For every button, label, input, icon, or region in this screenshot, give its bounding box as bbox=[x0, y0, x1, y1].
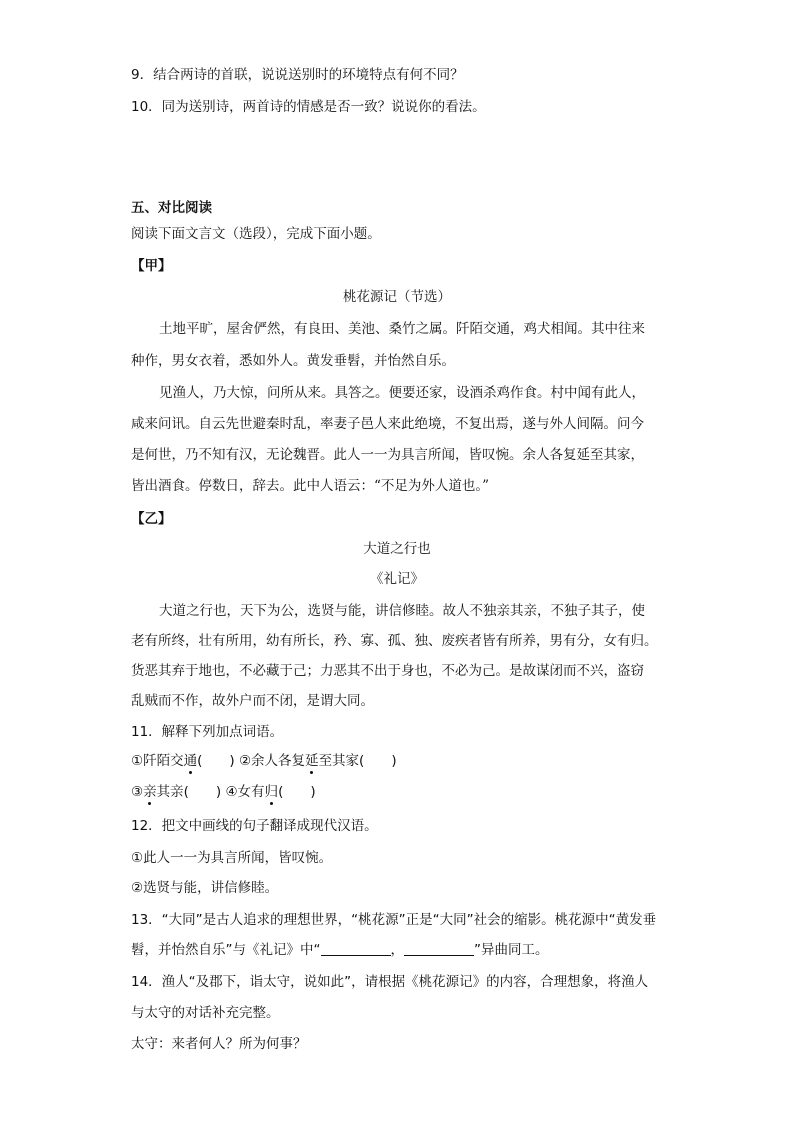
q11-item-2-pre: ②余人各复 bbox=[238, 753, 306, 769]
passage-jia-line: 种作，男女衣着，悉如外人。黄发垂髫，并怡然自乐。 bbox=[131, 353, 455, 369]
q11-item-4-post: ( ) bbox=[278, 784, 316, 800]
section-instruction: 阅读下面文言文（选段），完成下面小题。 bbox=[131, 226, 381, 242]
q11-item-1-dotted-word: 通 bbox=[183, 753, 198, 769]
passage-yi-line: 货恶其弃于地也，不必藏于己；力恶其不出于身也，不必为己。是故谋闭而不兴，盗窃 bbox=[131, 663, 644, 679]
passage-jia-title: 桃花源记（节选） bbox=[343, 289, 451, 305]
passage-yi-source: 《礼记》 bbox=[370, 571, 424, 587]
passage-yi-line: 乱贼而不作，故外户而不闭，是谓大同。 bbox=[131, 693, 374, 709]
question-14-dialogue-start: 太守：来者何人？所为何事？ bbox=[131, 1036, 307, 1052]
question-11-row-2 bbox=[131, 783, 316, 801]
q13-text-mid: ， bbox=[390, 942, 404, 958]
question-13-line-1: 13．“大同”是古人追求的理想世界，“桃花源”正是“大同”社会的缩影。桃花源中“黄发垂 bbox=[131, 912, 657, 928]
passage-jia-line: 皆出酒食。停数日，辞去。此中人语云：“不足为外人道也。” bbox=[131, 478, 490, 494]
q11-item-3-post: 其亲( ) bbox=[156, 784, 222, 800]
question-14-line-1: 14．渔人“及郡下，诣太守，说如此”，请根据《桃花源记》的内容，合理想象，将渔人 bbox=[131, 974, 649, 990]
q11-item-2-dotted-word: 延 bbox=[305, 753, 319, 769]
section-heading: 五、对比阅读 bbox=[131, 200, 212, 216]
question-14-line-2: 与太守的对话补充完整。 bbox=[131, 1005, 280, 1021]
passage-yi-line: 老有所终，壮有所用，幼有所长，矜、寡、孤、独、废疾者皆有所养，男有分，女有归。 bbox=[131, 633, 658, 649]
q11-item-1-pre: ①阡陌交 bbox=[131, 753, 184, 769]
q13-blank-2[interactable] bbox=[404, 941, 474, 956]
passage-yi-line: 大道之行也，天下为公，选贤与能，讲信修睦。故人不独亲其亲，不独子其子，使 bbox=[159, 603, 645, 619]
question-11-stem: 11．解释下列加点词语。 bbox=[131, 724, 284, 740]
question-12-sentence-1: ①此人一一为具言所闻，皆叹惋。 bbox=[131, 850, 333, 866]
q11-item-4-pre: ④女有 bbox=[225, 784, 265, 800]
q13-blank-1[interactable] bbox=[321, 941, 391, 956]
q11-item-2-post: 至其家( ) bbox=[318, 753, 397, 769]
question-12-stem: 12．把文中画线的句子翻译成现代汉语。 bbox=[131, 818, 378, 834]
q11-item-4-dotted-word: 归 bbox=[264, 784, 279, 800]
question-13-line-2 bbox=[131, 941, 549, 959]
question-12-sentence-2: ②选贤与能，讲信修睦。 bbox=[131, 880, 279, 896]
q11-item-1-post: ( ) bbox=[197, 753, 235, 769]
passage-jia-line: 见渔人，乃大惊，问所从来。具答之。便要还家，设酒杀鸡作食。村中闻有此人， bbox=[159, 385, 645, 401]
q11-item-3-pre: ③ bbox=[131, 784, 144, 800]
passage-jia-line: 咸来问讯。自云先世避秦时乱，率妻子邑人来此绝境，不复出焉，遂与外人间隔。问今 bbox=[131, 416, 644, 432]
question-9: 9．结合两诗的首联，说说送别时的环境特点有何不同？ bbox=[131, 67, 464, 83]
passage-yi-label: 【乙】 bbox=[131, 511, 172, 527]
question-11-row-1 bbox=[131, 752, 397, 770]
q11-item-3-dotted-word: 亲 bbox=[143, 784, 157, 800]
passage-jia-line: 是何世，乃不知有汉，无论魏晋。此人一一为具言所闻，皆叹惋。余人各复延至其家， bbox=[131, 447, 644, 463]
passage-yi-title: 大道之行也 bbox=[363, 541, 431, 557]
q13-text-post: ”异曲同工。 bbox=[474, 942, 549, 958]
passage-jia-label: 【甲】 bbox=[131, 258, 172, 274]
q13-text-pre: 髫，并怡然自乐”与《礼记》中“ bbox=[131, 942, 321, 958]
passage-jia-line: 土地平旷，屋舍俨然，有良田、美池、桑竹之属。阡陌交通，鸡犬相闻。其中往来 bbox=[159, 321, 645, 337]
question-10: 10．同为送别诗，两首诗的情感是否一致？说说你的看法。 bbox=[131, 99, 486, 115]
